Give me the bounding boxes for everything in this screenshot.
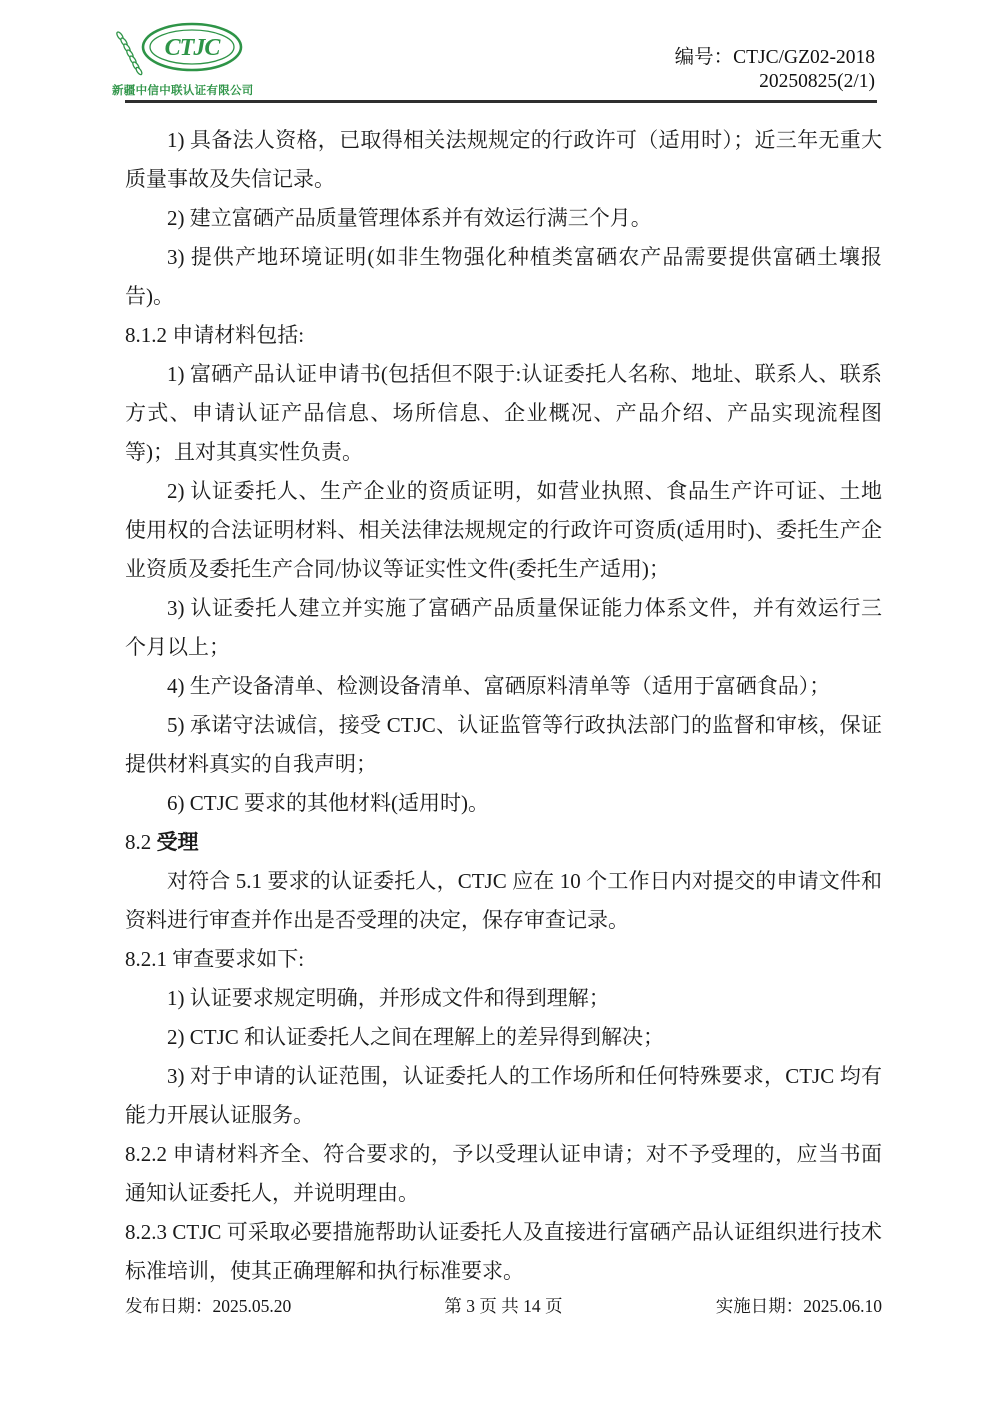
release-date: 发布日期：2025.05.20 [125,1296,292,1316]
paragraph: 3) 提供产地环境证明(如非生物强化种植类富硒农产品需要提供富硒土壤报告)。 [125,245,882,308]
paragraph: 4) 生产设备清单、检测设备清单、富硒原料清单等（适用于富硒食品）； [167,674,831,698]
paragraph: 3) 认证委托人建立并实施了富硒产品质量保证能力体系文件，并有效运行三个月以上； [125,596,882,659]
paragraph: 5) 承诺守法诚信，接受 CTJC、认证监管等行政执法部门的监督和审核，保证提供材料真实的自我声明； [125,713,882,776]
ctjc-logo-icon [112,22,246,76]
document-version: 20250825(2/1) [759,71,875,92]
document-footer [125,1293,882,1318]
paragraph: 2) 认证委托人、生产企业的资质证明，如营业执照、食品生产许可证、土地使用权的合法证明材料、相关法律法规规定的行政许可资质(适用时)、委托生产企业资质及委托生产合同/协议等证实性文件(委托生产适用)； [125,479,882,581]
heading-title: 受理 [156,831,199,854]
page-indicator: 第 3 页 共 14 页 [444,1296,563,1316]
paragraph: 对符合 5.1 要求的认证委托人，CTJC 应在 10 个工作日内对提交的申请文件和资料进行审查并作出是否受理的决定，保存审查记录。 [125,869,882,932]
paragraph: 6) CTJC 要求的其他材料(适用时)。 [167,791,489,815]
header-divider [125,100,877,103]
heading-number: 8.2 [125,830,157,854]
paragraph: 2) 建立富硒产品质量管理体系并有效运行满三个月。 [167,206,652,230]
paragraph: 1) 具备法人资格，已取得相关法规规定的行政许可（适用时）；近三年无重大质量事故及失信记录。 [125,128,882,191]
company-name: 新疆中信中联认证有限公司 [112,85,254,97]
paragraph: 3) 对于申请的认证范围，认证委托人的工作场所和任何特殊要求，CTJC 均有能力开展认证服务。 [125,1064,882,1127]
logo-acronym: CTJC [164,35,220,61]
paragraph: 1) 富硒产品认证申请书(包括但不限于:认证委托人名称、地址、联系人、联系方式、申请认证产品信息、场所信息、企业概况、产品介绍、产品实现流程图等)；且对其真实性负责。 [125,362,882,464]
wheat-ear-icon [116,31,143,76]
company-logo [112,22,262,98]
document-meta [675,46,875,94]
paragraph: 1) 认证要求规定明确，并形成文件和得到理解； [167,986,610,1010]
paragraph: 8.2.1 审查要求如下: [125,947,305,971]
paragraph: 8.2.3 CTJC 可采取必要措施帮助认证委托人及直接进行富硒产品认证组织进行技术标准培训，使其正确理解和执行标准要求。 [125,1220,882,1283]
document-number: 编号：CTJC/GZ02-2018 [674,47,875,68]
document-body [125,121,882,1291]
implement-date: 实施日期：2025.06.10 [715,1296,882,1316]
paragraph: 8.1.2 申请材料包括: [125,323,305,347]
section-heading [125,823,882,862]
paragraph: 2) CTJC 和认证委托人之间在理解上的差异得到解决； [167,1025,665,1049]
paragraph: 8.2.2 申请材料齐全、符合要求的，予以受理认证申请；对不予受理的，应当书面通知认证委托人，并说明理由。 [125,1142,882,1205]
